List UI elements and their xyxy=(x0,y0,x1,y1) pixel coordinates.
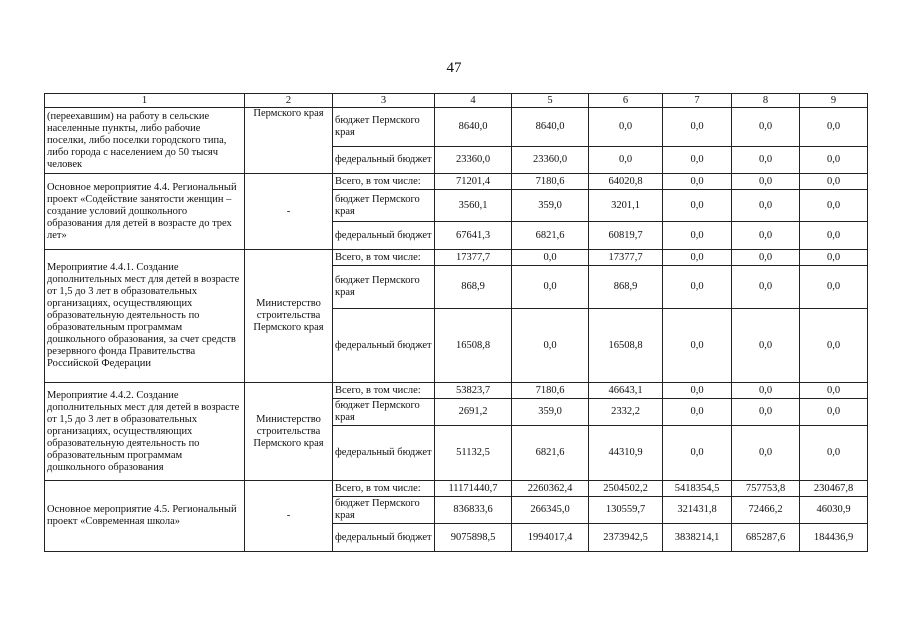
value-cell: 2504502,2 xyxy=(589,481,663,497)
column-header: 9 xyxy=(800,94,868,108)
value-cell: 757753,8 xyxy=(732,481,800,497)
value-cell: 0,0 xyxy=(800,222,868,250)
value-cell: 17377,7 xyxy=(589,250,663,266)
funding-source: федеральный бюджет xyxy=(333,309,435,383)
page-number: 47 xyxy=(446,60,462,76)
value-cell: 7180,6 xyxy=(512,174,589,190)
value-cell: 71201,4 xyxy=(435,174,512,190)
funding-source: бюджет Пермского края xyxy=(333,399,435,426)
column-header: 8 xyxy=(732,94,800,108)
value-cell: 359,0 xyxy=(512,399,589,426)
value-cell: 5418354,5 xyxy=(663,481,732,497)
value-cell: 0,0 xyxy=(732,383,800,399)
executor-cell: - xyxy=(245,174,333,250)
funding-source: федеральный бюджет xyxy=(333,147,435,174)
activity-description: Мероприятие 4.4.1. Создание дополнительных мест для детей в возрасте от 1,5 до 3 лет в образовательных организациях, осуществляющих образовательную деятельность по образовательным программам дошкольного образования, за счет средств резервного фонда Правительства Российской Федерации xyxy=(45,250,245,383)
value-cell: 0,0 xyxy=(800,190,868,222)
value-cell: 3838214,1 xyxy=(663,524,732,552)
value-cell: 0,0 xyxy=(512,309,589,383)
value-cell: 2373942,5 xyxy=(589,524,663,552)
value-cell: 359,0 xyxy=(512,190,589,222)
column-header: 4 xyxy=(435,94,512,108)
value-cell: 2332,2 xyxy=(589,399,663,426)
value-cell: 0,0 xyxy=(800,426,868,481)
value-cell: 0,0 xyxy=(732,426,800,481)
value-cell: 64020,8 xyxy=(589,174,663,190)
column-header: 6 xyxy=(589,94,663,108)
value-cell: 0,0 xyxy=(732,190,800,222)
table-row xyxy=(45,383,868,399)
value-cell: 16508,8 xyxy=(589,309,663,383)
value-cell: 0,0 xyxy=(663,147,732,174)
value-cell: 0,0 xyxy=(732,250,800,266)
value-cell: 0,0 xyxy=(732,174,800,190)
activity-description: Основное мероприятие 4.5. Региональный проект «Современная школа» xyxy=(45,481,245,552)
value-cell: 0,0 xyxy=(663,222,732,250)
value-cell: 2691,2 xyxy=(435,399,512,426)
column-header: 5 xyxy=(512,94,589,108)
executor-cell: Пермского края xyxy=(245,108,333,174)
value-cell: 60819,7 xyxy=(589,222,663,250)
value-cell: 51132,5 xyxy=(435,426,512,481)
value-cell: 0,0 xyxy=(512,250,589,266)
value-cell: 0,0 xyxy=(663,399,732,426)
value-cell: 0,0 xyxy=(663,174,732,190)
value-cell: 0,0 xyxy=(732,147,800,174)
table-row xyxy=(45,174,868,190)
funding-source: Всего, в том числе: xyxy=(333,383,435,399)
value-cell: 868,9 xyxy=(589,266,663,309)
table-row xyxy=(45,250,868,266)
value-cell: 0,0 xyxy=(732,108,800,147)
value-cell: 3560,1 xyxy=(435,190,512,222)
budget-table xyxy=(44,93,868,552)
value-cell: 7180,6 xyxy=(512,383,589,399)
value-cell: 46030,9 xyxy=(800,497,868,524)
column-header: 1 xyxy=(45,94,245,108)
executor-cell: - xyxy=(245,481,333,552)
value-cell: 2260362,4 xyxy=(512,481,589,497)
value-cell: 0,0 xyxy=(663,108,732,147)
value-cell: 67641,3 xyxy=(435,222,512,250)
activity-description: Основное мероприятие 4.4. Региональный проект «Содействие занятости женщин – создание условий дошкольного образования для детей в возрасте до трех лет» xyxy=(45,174,245,250)
value-cell: 0,0 xyxy=(589,147,663,174)
value-cell: 3201,1 xyxy=(589,190,663,222)
value-cell: 17377,7 xyxy=(435,250,512,266)
value-cell: 0,0 xyxy=(800,147,868,174)
value-cell: 0,0 xyxy=(663,250,732,266)
value-cell: 0,0 xyxy=(732,222,800,250)
value-cell: 6821,6 xyxy=(512,222,589,250)
value-cell: 0,0 xyxy=(800,108,868,147)
value-cell: 0,0 xyxy=(800,383,868,399)
column-header: 2 xyxy=(245,94,333,108)
table-row xyxy=(45,108,868,147)
value-cell: 0,0 xyxy=(732,399,800,426)
header-row xyxy=(45,94,868,108)
funding-source: бюджет Пермского края xyxy=(333,497,435,524)
column-header: 3 xyxy=(333,94,435,108)
value-cell: 16508,8 xyxy=(435,309,512,383)
value-cell: 184436,9 xyxy=(800,524,868,552)
funding-source: Всего, в том числе: xyxy=(333,250,435,266)
executor-cell: Министерство строительства Пермского края xyxy=(245,383,333,481)
value-cell: 23360,0 xyxy=(512,147,589,174)
column-header: 7 xyxy=(663,94,732,108)
value-cell: 230467,8 xyxy=(800,481,868,497)
funding-source: бюджет Пермского края xyxy=(333,266,435,309)
funding-source: Всего, в том числе: xyxy=(333,174,435,190)
value-cell: 868,9 xyxy=(435,266,512,309)
value-cell: 266345,0 xyxy=(512,497,589,524)
value-cell: 836833,6 xyxy=(435,497,512,524)
value-cell: 44310,9 xyxy=(589,426,663,481)
value-cell: 53823,7 xyxy=(435,383,512,399)
value-cell: 321431,8 xyxy=(663,497,732,524)
value-cell: 72466,2 xyxy=(732,497,800,524)
value-cell: 0,0 xyxy=(800,399,868,426)
funding-source: федеральный бюджет xyxy=(333,524,435,552)
value-cell: 0,0 xyxy=(732,266,800,309)
funding-source: бюджет Пермского края xyxy=(333,190,435,222)
value-cell: 0,0 xyxy=(663,266,732,309)
value-cell: 130559,7 xyxy=(589,497,663,524)
value-cell: 0,0 xyxy=(663,426,732,481)
table-row xyxy=(45,481,868,497)
value-cell: 0,0 xyxy=(800,309,868,383)
value-cell: 6821,6 xyxy=(512,426,589,481)
activity-description: Мероприятие 4.4.2. Создание дополнительных мест для детей в возрасте от 1,5 до 3 лет в образовательных организациях, осуществляющих образовательную деятельность по образовательным программам дошкольного образования xyxy=(45,383,245,481)
funding-source: Всего, в том числе: xyxy=(333,481,435,497)
activity-description: (переехавшим) на работу в сельские населенные пункты, либо рабочие поселки, либо поселки городского типа, либо города с населением до 50 тысяч человек xyxy=(45,108,245,174)
value-cell: 0,0 xyxy=(589,108,663,147)
value-cell: 0,0 xyxy=(800,266,868,309)
value-cell: 0,0 xyxy=(663,309,732,383)
value-cell: 0,0 xyxy=(732,309,800,383)
value-cell: 23360,0 xyxy=(435,147,512,174)
funding-source: федеральный бюджет xyxy=(333,426,435,481)
value-cell: 9075898,5 xyxy=(435,524,512,552)
funding-source: федеральный бюджет xyxy=(333,222,435,250)
value-cell: 8640,0 xyxy=(435,108,512,147)
value-cell: 46643,1 xyxy=(589,383,663,399)
value-cell: 0,0 xyxy=(800,174,868,190)
value-cell: 1994017,4 xyxy=(512,524,589,552)
value-cell: 685287,6 xyxy=(732,524,800,552)
value-cell: 0,0 xyxy=(663,383,732,399)
value-cell: 0,0 xyxy=(663,190,732,222)
value-cell: 8640,0 xyxy=(512,108,589,147)
funding-source: бюджет Пермского края xyxy=(333,108,435,147)
value-cell: 0,0 xyxy=(512,266,589,309)
value-cell: 11171440,7 xyxy=(435,481,512,497)
executor-cell: Министерство строительства Пермского края xyxy=(245,250,333,383)
value-cell: 0,0 xyxy=(800,250,868,266)
